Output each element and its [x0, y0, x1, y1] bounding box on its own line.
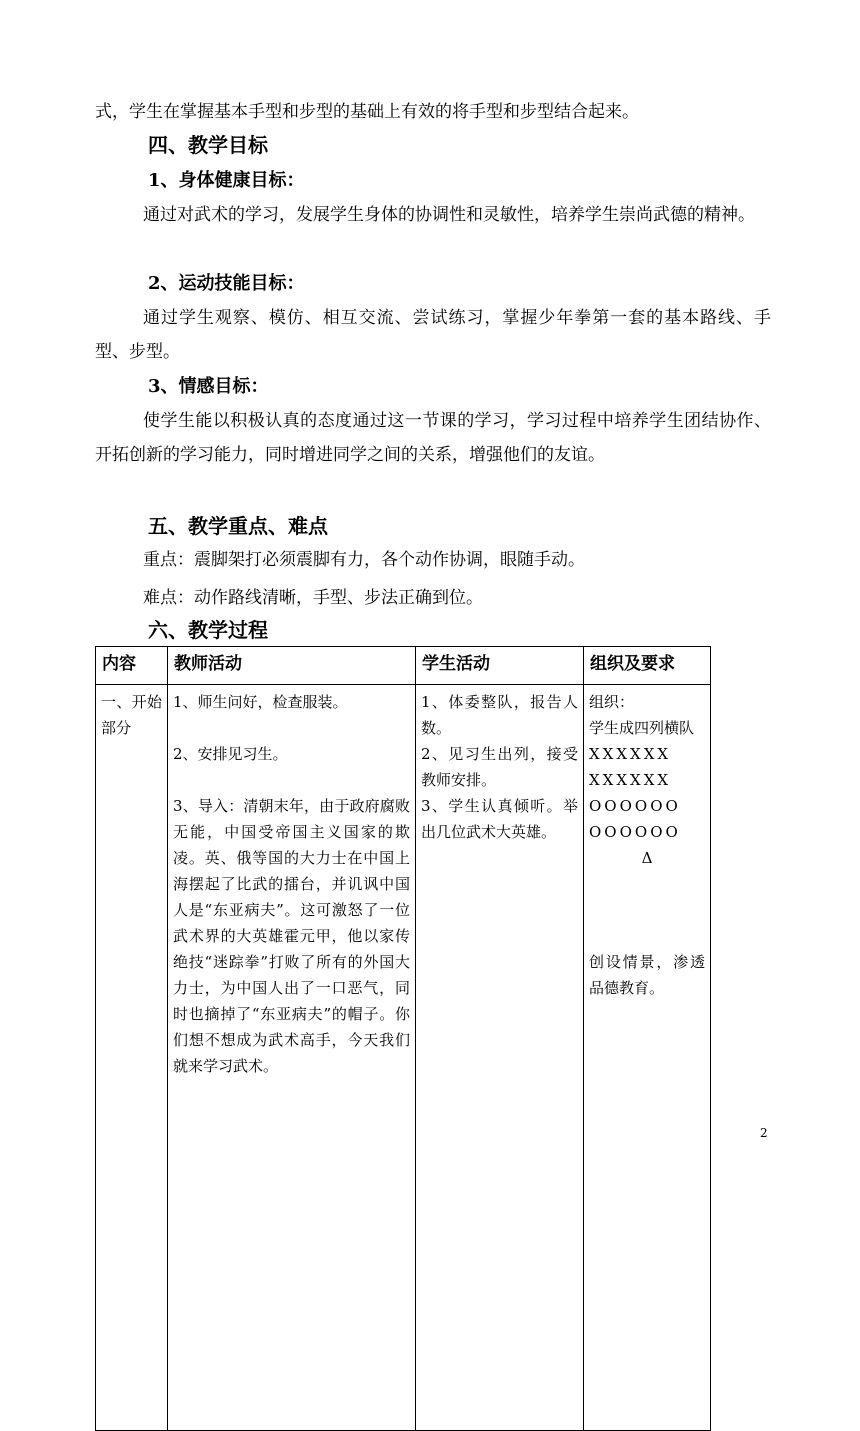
- key-point-text: 重点：震脚架打必须震脚有力，各个动作协调，眼随手动。: [143, 550, 585, 570]
- cell-student: [416, 685, 584, 1431]
- header-student-activity: 学生活动: [416, 647, 584, 685]
- table-header-row: [96, 647, 711, 685]
- header-organization: 组织及要求: [584, 647, 711, 685]
- goal-2-title: 2、运动技能目标：: [148, 273, 305, 294]
- goal-1-title: 1、身体健康目标：: [148, 170, 305, 191]
- goal-3-text: 使学生能以积极认真的态度通过这一节课的学习，学习过程中培养学生团结协作、开拓创新的学习能力，同时增进同学之间的关系，增强他们的友谊。: [95, 411, 771, 465]
- org-label: 组织：: [589, 693, 635, 711]
- goal-1-text: 通过对武术的学习，发展学生身体的协调性和灵敏性，培养学生崇尚武德的精神。: [143, 205, 755, 225]
- table-row: [96, 685, 711, 1431]
- student-step-2: 2、见习生出列，接受教师安排。: [421, 745, 578, 789]
- section-6-title: 六、教学过程: [148, 618, 268, 642]
- difficulty-text: 难点：动作路线清晰，手型、步法正确到位。: [143, 588, 483, 608]
- formation-desc: 学生成四列横队: [589, 719, 695, 737]
- part-name: 一、开始部分: [101, 693, 162, 737]
- cell-teacher: [168, 685, 416, 1431]
- goal-2-text: 通过学生观察、模仿、相互交流、尝试练习，掌握少年拳第一套的基本路线、手型、步型。: [95, 308, 771, 362]
- page-number: 2: [760, 1126, 768, 1140]
- section-4-title: 四、教学目标: [148, 133, 268, 157]
- cell-content: [96, 685, 168, 1431]
- teacher-step-1: 1、师生问好，检查服装。: [173, 693, 348, 711]
- section-5-title: 五、教学重点、难点: [148, 514, 328, 538]
- teacher-position-mark: Δ: [641, 849, 653, 867]
- intro-line: 式，学生在掌握基本手型和步型的基础上有效的将手型和步型结合起来。: [95, 102, 639, 122]
- header-content: 内容: [96, 647, 168, 685]
- student-step-1: 1、体委整队，报告人数。: [421, 693, 578, 737]
- student-step-3: 3、学生认真倾听。举出几位武术大英雄。: [421, 797, 578, 841]
- formation-row-3: OOOOOO: [589, 797, 681, 815]
- formation-row-4: OOOOOO: [589, 823, 681, 841]
- lesson-process-table: [95, 646, 711, 1431]
- header-teacher-activity: 教师活动: [168, 647, 416, 685]
- formation-row-1: XXXXXX: [589, 745, 672, 763]
- cell-organization: [584, 685, 711, 1431]
- teacher-step-3: 3、导入：清朝末年，由于政府腐败无能，中国受帝国主义国家的欺凌。英、俄等国的大力士在中国上海摆起了比武的擂台，并讥讽中国人是“东亚病夫”。这可激怒了一位武术界的大英雄霍元甲，他以家传绝技“迷踪拳”打败了所有的外国大力士，为中国人出了一口恶气，同时也摘掉了“东亚病夫”的帽子。你们想不想成为武术高手，今天我们就来学习武术。: [173, 797, 410, 1075]
- formation-row-2: XXXXXX: [589, 771, 672, 789]
- teacher-step-2: 2、安排见习生。: [173, 745, 288, 763]
- org-note: 创设情景，渗透品德教育。: [589, 953, 705, 997]
- goal-3-title: 3、情感目标：: [148, 376, 269, 397]
